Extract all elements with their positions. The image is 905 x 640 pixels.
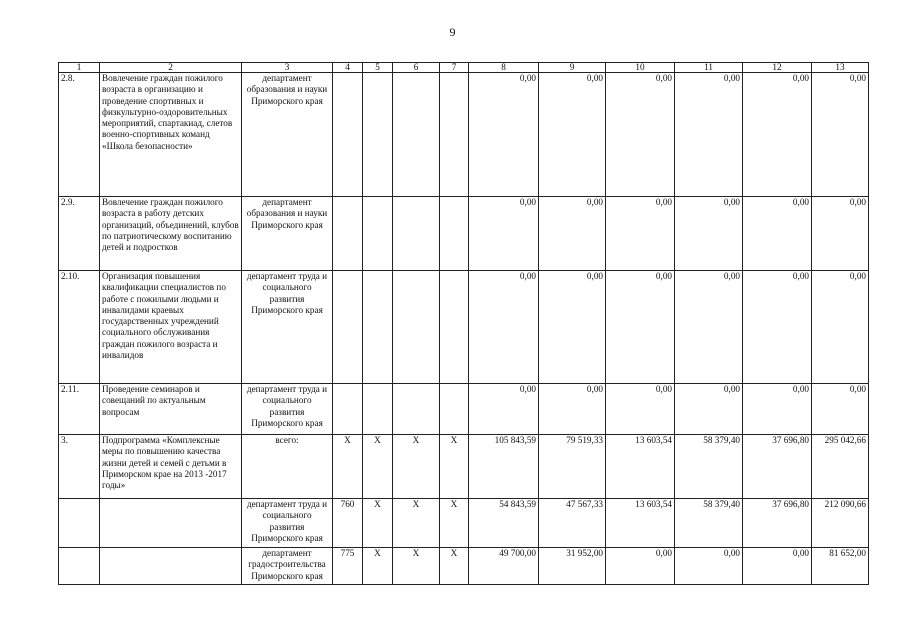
budget-table xyxy=(58,62,869,585)
table-row xyxy=(59,197,869,271)
cell-c12: 37 696,80 xyxy=(743,435,812,499)
cell-c6: X xyxy=(393,548,440,585)
cell-c9: 79 519,33 xyxy=(539,435,606,499)
cell-c11: 0,00 xyxy=(675,73,743,197)
cell-c9: 0,00 xyxy=(539,384,606,435)
cell-c9: 31 952,00 xyxy=(539,548,606,585)
cell-c4 xyxy=(333,197,363,271)
cell-c12: 0,00 xyxy=(743,548,812,585)
row-executor: департамент труда и социального развития Приморского края xyxy=(242,271,333,384)
cell-c11: 0,00 xyxy=(675,548,743,585)
cell-c9: 47 567,33 xyxy=(539,499,606,548)
cell-c9: 0,00 xyxy=(539,271,606,384)
cell-c4 xyxy=(333,384,363,435)
table-header-row xyxy=(59,63,869,73)
cell-c4: 760 xyxy=(333,499,363,548)
cell-c7: X xyxy=(440,499,469,548)
cell-c11: 0,00 xyxy=(675,197,743,271)
column-header: 7 xyxy=(440,63,469,73)
cell-c6: X xyxy=(393,435,440,499)
cell-c10: 0,00 xyxy=(606,197,675,271)
cell-c5 xyxy=(363,73,393,197)
cell-c7: X xyxy=(440,435,469,499)
cell-c7 xyxy=(440,384,469,435)
cell-c12: 0,00 xyxy=(743,73,812,197)
row-number xyxy=(59,548,100,585)
cell-c13: 212 090,66 xyxy=(812,499,869,548)
column-header: 3 xyxy=(242,63,333,73)
page-number: 9 xyxy=(449,25,456,39)
cell-c5: X xyxy=(363,435,393,499)
row-number: 3. xyxy=(59,435,100,499)
cell-c4: X xyxy=(333,435,363,499)
cell-c10: 13 603,54 xyxy=(606,499,675,548)
row-executor: департамент образования и науки Приморского края xyxy=(242,197,333,271)
cell-c11: 0,00 xyxy=(675,384,743,435)
cell-c8: 0,00 xyxy=(469,73,539,197)
row-name xyxy=(100,548,242,585)
table-row xyxy=(59,548,869,585)
cell-c10: 0,00 xyxy=(606,271,675,384)
cell-c12: 0,00 xyxy=(743,384,812,435)
cell-c10: 0,00 xyxy=(606,73,675,197)
cell-c5 xyxy=(363,197,393,271)
row-name: Организация повышения квалификации специалистов по работе с пожилыми людьми и инвалидами краевых государственных учреждений социального обслуживания граждан пожилого возраста и инвалидов xyxy=(100,271,242,384)
cell-c8: 54 843,59 xyxy=(469,499,539,548)
row-name xyxy=(100,499,242,548)
table-row xyxy=(59,271,869,384)
row-name: Вовлечение граждан пожилого возраста в работу детских организаций, объединений, клубов по патриотическому воспитанию детей и подростков xyxy=(100,197,242,271)
cell-c7: X xyxy=(440,548,469,585)
table-row xyxy=(59,435,869,499)
row-number: 2.11. xyxy=(59,384,100,435)
column-header: 8 xyxy=(469,63,539,73)
cell-c9: 0,00 xyxy=(539,73,606,197)
row-name: Вовлечение граждан пожилого возраста в организацию и проведение спортивных и физкультурно-оздоровительных мероприятий, спартакиад, слетов военно-спортивных команд «Школа безопасности» xyxy=(100,73,242,197)
cell-c4: 775 xyxy=(333,548,363,585)
cell-c11: 0,00 xyxy=(675,271,743,384)
cell-c9: 0,00 xyxy=(539,197,606,271)
table-row xyxy=(59,73,869,197)
table-row xyxy=(59,384,869,435)
column-header: 5 xyxy=(363,63,393,73)
cell-c10: 0,00 xyxy=(606,384,675,435)
column-header: 2 xyxy=(100,63,242,73)
cell-c6 xyxy=(393,73,440,197)
row-executor: департамент труда и социального развития Приморского края xyxy=(242,499,333,548)
cell-c13: 0,00 xyxy=(812,384,869,435)
cell-c6 xyxy=(393,271,440,384)
row-number: 2.8. xyxy=(59,73,100,197)
cell-c13: 0,00 xyxy=(812,271,869,384)
cell-c5: X xyxy=(363,548,393,585)
cell-c7 xyxy=(440,73,469,197)
cell-c12: 37 696,80 xyxy=(743,499,812,548)
column-header: 1 xyxy=(59,63,100,73)
row-executor: всего: xyxy=(242,435,333,499)
cell-c6 xyxy=(393,197,440,271)
cell-c4 xyxy=(333,271,363,384)
row-number: 2.9. xyxy=(59,197,100,271)
row-name: Подпрограмма «Комплексные меры по повышению качества жизни детей и семей с детьми в Приморском крае на 2013 -2017 годы» xyxy=(100,435,242,499)
row-number: 2.10. xyxy=(59,271,100,384)
column-header: 4 xyxy=(333,63,363,73)
cell-c8: 0,00 xyxy=(469,271,539,384)
cell-c8: 0,00 xyxy=(469,197,539,271)
row-executor: департамент труда и социального развития Приморского края xyxy=(242,384,333,435)
column-header: 11 xyxy=(675,63,743,73)
column-header: 13 xyxy=(812,63,869,73)
cell-c13: 0,00 xyxy=(812,73,869,197)
cell-c8: 105 843,59 xyxy=(469,435,539,499)
cell-c12: 0,00 xyxy=(743,271,812,384)
cell-c5: X xyxy=(363,499,393,548)
row-executor: департамент градостроительства Приморского края xyxy=(242,548,333,585)
column-header: 12 xyxy=(743,63,812,73)
cell-c8: 0,00 xyxy=(469,384,539,435)
cell-c11: 58 379,40 xyxy=(675,435,743,499)
cell-c13: 295 042,66 xyxy=(812,435,869,499)
cell-c8: 49 700,00 xyxy=(469,548,539,585)
cell-c5 xyxy=(363,384,393,435)
cell-c11: 58 379,40 xyxy=(675,499,743,548)
row-number xyxy=(59,499,100,548)
cell-c5 xyxy=(363,271,393,384)
cell-c12: 0,00 xyxy=(743,197,812,271)
table-row xyxy=(59,499,869,548)
column-header: 10 xyxy=(606,63,675,73)
cell-c6: X xyxy=(393,499,440,548)
column-header: 9 xyxy=(539,63,606,73)
cell-c10: 13 603,54 xyxy=(606,435,675,499)
cell-c7 xyxy=(440,197,469,271)
cell-c13: 0,00 xyxy=(812,197,869,271)
row-name: Проведение семинаров и совещаний по актуальным вопросам xyxy=(100,384,242,435)
cell-c6 xyxy=(393,384,440,435)
column-header: 6 xyxy=(393,63,440,73)
cell-c4 xyxy=(333,73,363,197)
cell-c7 xyxy=(440,271,469,384)
cell-c10: 0,00 xyxy=(606,548,675,585)
cell-c13: 81 652,00 xyxy=(812,548,869,585)
row-executor: департамент образования и науки Приморского края xyxy=(242,73,333,197)
